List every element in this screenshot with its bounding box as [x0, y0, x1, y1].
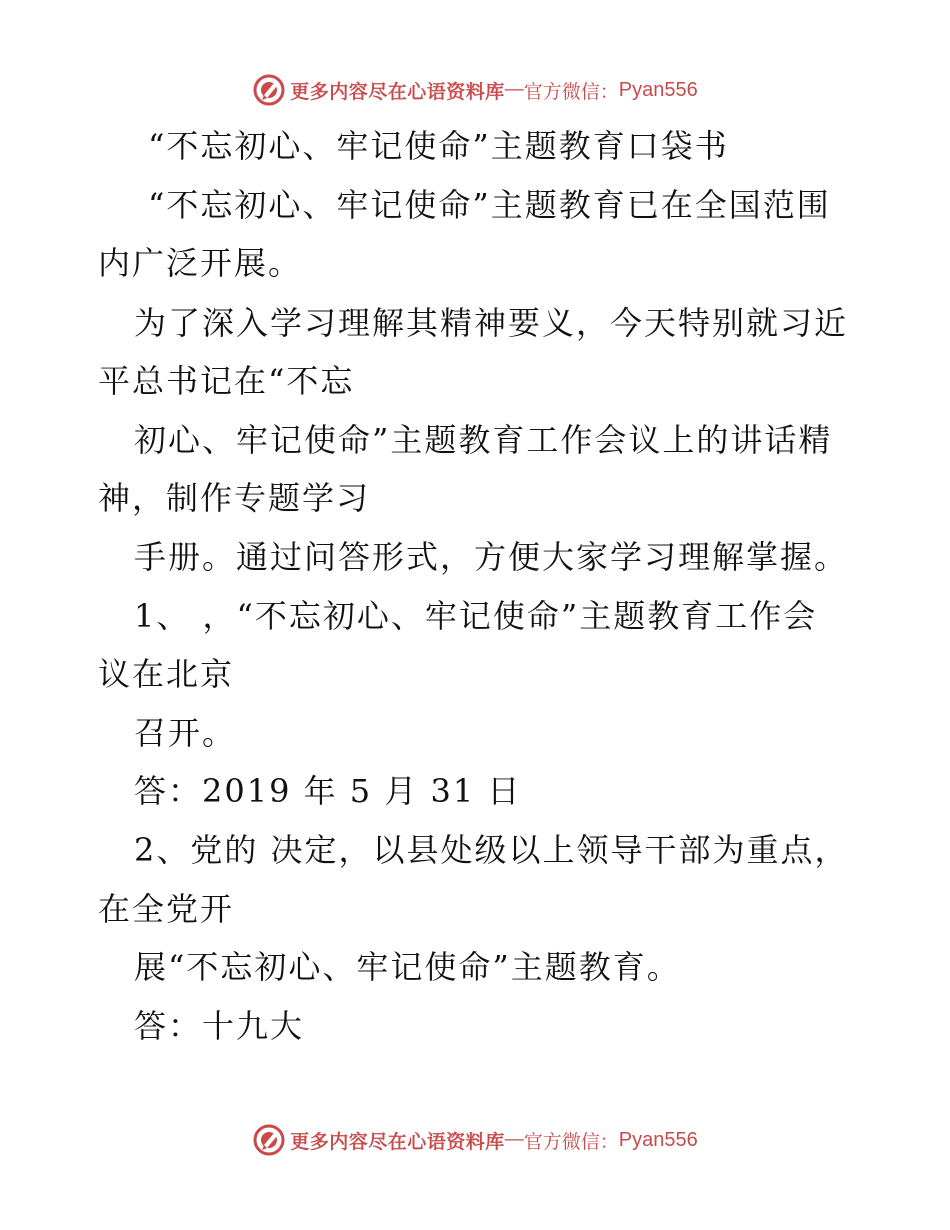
watermark-sub-text: 官方微信：: [523, 80, 619, 103]
watermark-wechat-id: Pyan556: [618, 78, 698, 101]
paragraph-line: 神，制作专题学习: [98, 479, 371, 517]
question-line: 召开。: [134, 714, 237, 752]
pen-logo-icon: [252, 73, 286, 107]
question-line: 在全党开: [98, 890, 235, 928]
paragraph-line: 手册。通过问答形式，方便大家学习理解掌握。: [134, 538, 849, 576]
paragraph-line: 平总书记在“不忘: [98, 362, 355, 400]
paragraph-line: 初心、牢记使命”主题教育工作会议上的讲话精: [134, 421, 833, 459]
question-line: 1、 ，“不忘初心、牢记使命”主题教育工作会: [134, 597, 818, 635]
pen-logo-icon: [252, 1123, 286, 1157]
header-watermark: [0, 70, 950, 110]
paragraph-line: 内广泛开展。: [98, 244, 303, 282]
watermark-wechat-id: Pyan556: [618, 1128, 698, 1151]
watermark-main-text: 更多内容尽在心语资料库: [290, 1130, 505, 1153]
watermark-dash: —: [504, 1129, 524, 1150]
paragraph-line: 为了深入学习理解其精神要义，今天特别就习近: [134, 304, 849, 342]
question-line: 议在北京: [98, 655, 235, 693]
watermark-main-text: 更多内容尽在心语资料库: [290, 80, 505, 103]
answer-line: 答：十九大: [134, 1007, 305, 1045]
watermark-sub-text: 官方微信：: [523, 1130, 619, 1153]
question-line: 2、党的 决定，以县处级以上领导干部为重点，: [134, 831, 849, 869]
answer-line: 答：2019 年 5 月 31 日: [134, 772, 522, 810]
paragraph-line: “不忘初心、牢记使命”主题教育已在全国范围: [148, 186, 831, 224]
question-line: 展“不忘初心、牢记使命”主题教育。: [134, 948, 681, 986]
footer-watermark: [0, 1120, 950, 1160]
watermark-dash: —: [504, 79, 524, 100]
document-title: “不忘初心、牢记使命”主题教育口袋书: [148, 127, 729, 165]
